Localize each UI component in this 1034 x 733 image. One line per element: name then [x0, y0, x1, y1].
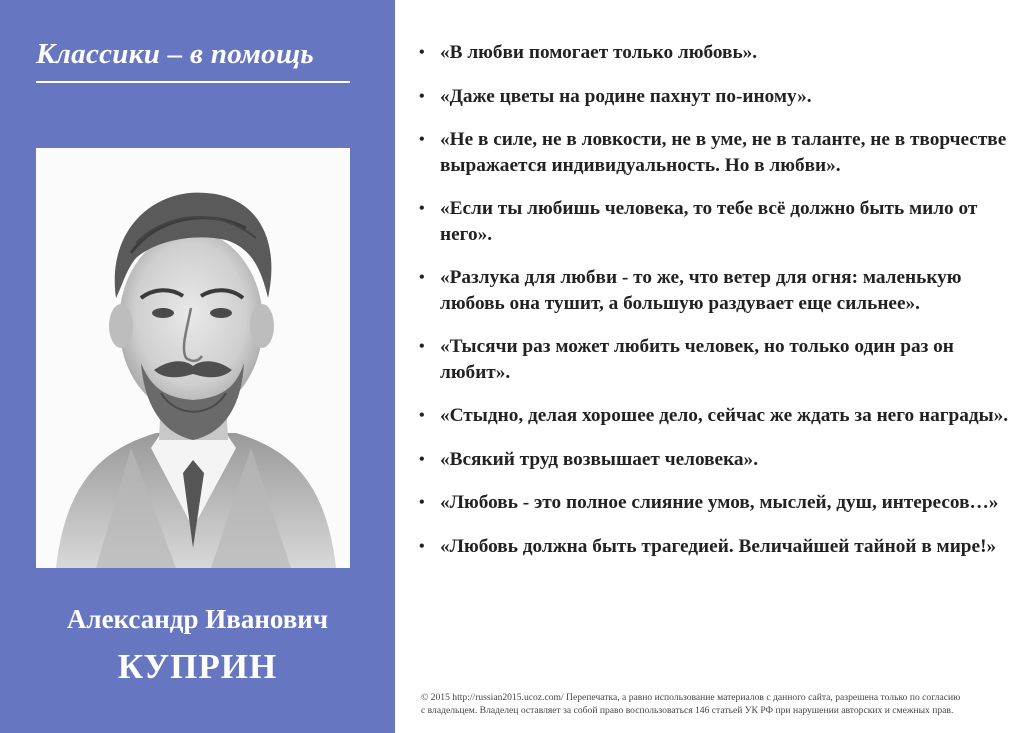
- quote-text: «Любовь - это полное слияние умов, мыслей, душ, интересов…»: [440, 492, 999, 513]
- author-last-name: КУПРИН: [117, 647, 278, 686]
- bullet-icon: •: [419, 537, 425, 555]
- bullet-icon: •: [419, 131, 425, 148]
- author-portrait: [36, 148, 350, 568]
- left-panel: [0, 0, 395, 733]
- bullet-icon: •: [419, 450, 425, 468]
- quote-text: «Любовь должна быть трагедией. Величайшей тайной в мире!»: [440, 535, 997, 557]
- quote-text: «Всякий труд возвышает человека».: [440, 448, 759, 470]
- bullet-icon: •: [419, 338, 425, 355]
- quote-item: [415, 403, 1025, 429]
- bullet-icon: •: [419, 87, 425, 105]
- quote-item: [415, 334, 1025, 385]
- quote-text: «Не в силе, не в ловкости, не в уме, не в таланте, не в творчестве выражается индивидуальность. Но в любви».: [440, 129, 1007, 176]
- bullet-icon: •: [419, 494, 425, 511]
- bullet-icon: •: [419, 200, 425, 217]
- bullet-icon: •: [419, 269, 425, 286]
- quote-item: [415, 447, 1025, 473]
- title-underline: [36, 81, 350, 83]
- quote-text: «Тысячи раз может любить человек, но только один раз он любит».: [440, 336, 954, 383]
- series-title: Классики – в помощь: [36, 38, 314, 70]
- author-first-names: Александр Иванович: [66, 604, 329, 634]
- footer-line-2: с владельцем. Владелец оставляет за собой право воспользоваться 146 статьей УК РФ при нарушении авторских и смежных прав.: [421, 705, 954, 716]
- quote-text: «В любви помогает только любовь».: [440, 42, 758, 63]
- quote-item: [415, 196, 1025, 247]
- quote-text: «Даже цветы на родине пахнут по-иному».: [440, 85, 812, 107]
- bullet-icon: •: [419, 407, 425, 424]
- quotes-list: [415, 40, 1025, 559]
- footer-line-1: © 2015 http://russian2015.ucoz.com/ Перепечатка, а равно использование материалов с данного сайта, разрешена только по согласию: [421, 692, 961, 703]
- quote-item: [415, 40, 1025, 66]
- quote-item: [415, 84, 1025, 110]
- quote-text: «Разлука для любви - то же, что ветер для огня: маленькую любовь она тушит, а большую раздувает еще сильнее».: [440, 267, 962, 314]
- quote-text: «Если ты любишь человека, то тебе всё должно быть мило от него».: [440, 198, 978, 245]
- copyright-footer: [421, 691, 1021, 717]
- quote-item: [415, 490, 1025, 516]
- quote-item: [415, 534, 1025, 560]
- quote-item: [415, 265, 1025, 316]
- quote-text: «Стыдно, делая хорошее дело, сейчас же ждать за него награды».: [440, 405, 1009, 426]
- portrait-drawing: [36, 148, 350, 568]
- bullet-icon: •: [419, 44, 425, 61]
- quote-item: [415, 127, 1025, 178]
